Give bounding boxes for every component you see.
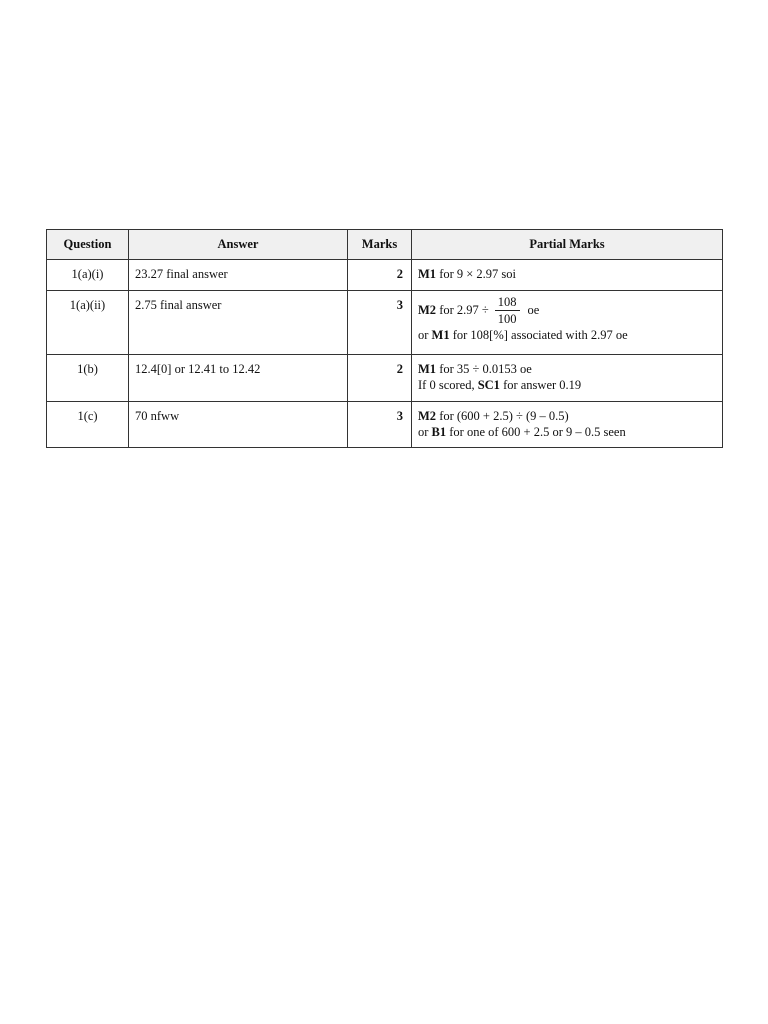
partial-prefix: If 0 scored, [418, 378, 478, 392]
partial-marks-cell [412, 355, 723, 402]
mark-code: SC1 [477, 378, 500, 392]
partial-prefix: or [418, 425, 432, 439]
partial-text: for (600 + 2.5) ÷ (9 – 0.5) [436, 409, 569, 423]
partial-line [418, 424, 716, 440]
fraction [495, 295, 520, 326]
partial-marks-cell [412, 291, 723, 355]
question-number: 1(a)(ii) [47, 291, 129, 355]
partial-text: for 9 × 2.97 soi [436, 267, 517, 281]
fraction-numerator: 108 [495, 295, 520, 311]
header-marks: Marks [348, 230, 412, 260]
mark-code: M1 [431, 328, 450, 342]
mark-scheme-table [46, 229, 723, 448]
header-answer: Answer [129, 230, 348, 260]
answer-cell: 70 nfww [129, 402, 348, 448]
answer-cell: 2.75 final answer [129, 291, 348, 355]
marks-cell: 2 [348, 260, 412, 291]
partial-marks-cell [412, 402, 723, 448]
partial-line [418, 327, 716, 343]
partial-text: for 2.97 ÷ [436, 303, 489, 317]
answer-cell: 23.27 final answer [129, 260, 348, 291]
partial-line [418, 377, 716, 393]
marks-cell: 3 [348, 291, 412, 355]
answer-cell: 12.4[0] or 12.41 to 12.42 [129, 355, 348, 402]
header-question: Question [47, 230, 129, 260]
table-row [47, 260, 723, 291]
partial-text: for 108[%] associated with 2.97 oe [449, 328, 628, 342]
partial-suffix: oe [527, 303, 540, 317]
table-header-row [47, 230, 723, 260]
mark-code: M1 [418, 267, 437, 281]
table-row [47, 402, 723, 448]
table-row [47, 291, 723, 355]
header-partial-marks: Partial Marks [412, 230, 723, 260]
table-row [47, 355, 723, 402]
partial-line [418, 408, 716, 424]
mark-code: M2 [418, 303, 437, 317]
partial-text: for 35 ÷ 0.0153 oe [436, 362, 532, 376]
partial-marks-cell [412, 260, 723, 291]
partial-text: for one of 600 + 2.5 or 9 – 0.5 seen [446, 425, 626, 439]
mark-code: B1 [431, 425, 447, 439]
fraction-denominator: 100 [497, 311, 517, 326]
partial-line-with-fraction [418, 293, 716, 327]
partial-prefix: or [418, 328, 432, 342]
question-number: 1(b) [47, 355, 129, 402]
mark-code: M2 [418, 409, 437, 423]
partial-text: for answer 0.19 [499, 378, 582, 392]
partial-line [418, 361, 716, 377]
question-number: 1(a)(i) [47, 260, 129, 291]
marks-cell: 3 [348, 402, 412, 448]
question-number: 1(c) [47, 402, 129, 448]
marks-cell: 2 [348, 355, 412, 402]
mark-code: M1 [418, 362, 437, 376]
